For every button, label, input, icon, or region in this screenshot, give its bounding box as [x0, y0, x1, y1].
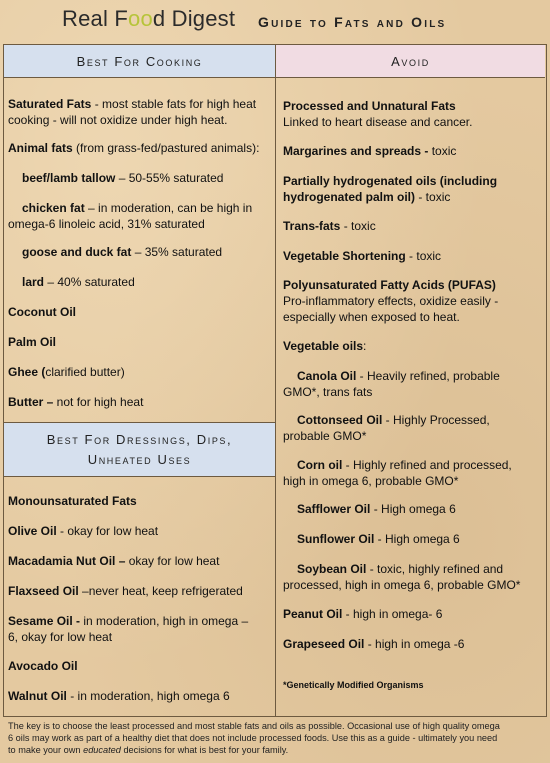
column-divider — [275, 44, 276, 716]
item-corn-oil: Corn oil - Highly refined and processed, — [297, 458, 512, 472]
item-butter: Butter – not for high heat — [8, 395, 144, 409]
item-canola-oil-cont: GMO*, trans fats — [283, 385, 373, 399]
item-pufas: Polyunsaturated Fatty Acids (PUFAS) Pro-inflammatory effects, oxidize easily - especially when exposed to heat. — [283, 278, 499, 324]
item-animal-fats: Animal fats (from grass-fed/pastured animals): — [8, 141, 260, 155]
item-safflower-oil: Safflower Oil - High omega 6 — [297, 502, 456, 516]
item-peanut-oil: Peanut Oil - high in omega- 6 — [283, 607, 443, 621]
item-cottonseed-oil: Cottonseed Oil - Highly Processed, — [297, 413, 490, 427]
item-chicken-fat-cont: omega-6 linoleic acid, 31% saturated — [8, 217, 205, 231]
item-vegetable-shortening: Vegetable Shortening - toxic — [283, 249, 442, 263]
item-corn-oil-cont: high in omega 6, probable GMO* — [283, 474, 459, 488]
item-chicken-fat: chicken fat – in moderation, can be high in — [22, 201, 253, 215]
page-title: Guide to Fats and Oils — [258, 14, 447, 30]
section-header-dressings: Best For Dressings, Dips, Unheated Uses — [4, 422, 275, 477]
item-sunflower-oil: Sunflower Oil - High omega 6 — [297, 532, 460, 546]
item-beef-tallow: beef/lamb tallow – 50-55% saturated — [22, 171, 224, 185]
item-partially-hydrogenated: Partially hydrogenated oils (including hydrogenated palm oil) - toxic — [283, 174, 498, 204]
brand-logo: Real Food Digest — [62, 6, 236, 31]
section-header-avoid: Avoid — [276, 45, 545, 78]
footer-note: The key is to choose the least processed and most stable fats and oils as possible. Occasional use of high quality omega 6 oils may work as part of a healthy diet that does not include processed foods. Use this as a guide - ultimately you need to make your own educated decisions for what is best for your family. — [8, 721, 500, 755]
item-goose-duck-fat: goose and duck fat – 35% saturated — [22, 245, 223, 259]
item-grapeseed-oil: Grapeseed Oil - high in omega -6 — [283, 637, 465, 651]
item-trans-fats: Trans-fats - toxic — [283, 219, 376, 233]
item-canola-oil: Canola Oil - Heavily refined, probable — [297, 369, 500, 383]
item-processed-fats: Processed and Unnatural Fats Linked to heart disease and cancer. — [283, 99, 473, 129]
item-lard: lard – 40% saturated — [22, 275, 135, 289]
item-sesame-oil: Sesame Oil - in moderation, high in omega – 6, okay for low heat — [8, 614, 249, 644]
item-vegetable-oils: Vegetable oils: — [283, 339, 367, 353]
item-monounsaturated-fats: Monounsaturated Fats — [8, 494, 137, 508]
item-olive-oil: Olive Oil - okay for low heat — [8, 524, 159, 538]
item-saturated-fats: Saturated Fats - most stable fats for high heat cooking - will not oxidize under high heat. — [8, 97, 257, 127]
item-margarines: Margarines and spreads - toxic — [283, 144, 457, 158]
item-flaxseed-oil: Flaxseed Oil –never heat, keep refrigerated — [8, 584, 243, 598]
item-avocado-oil: Avocado Oil — [8, 659, 78, 673]
gmo-footnote: *Genetically Modified Organisms — [283, 680, 424, 690]
item-ghee: Ghee (clarified butter) — [8, 365, 125, 379]
item-soybean-oil-cont: processed, high in omega 6, probable GMO* — [283, 578, 521, 592]
page-header — [0, 0, 550, 46]
item-walnut-oil: Walnut Oil - in moderation, high omega 6 — [8, 689, 230, 703]
item-cottonseed-oil-cont: probable GMO* — [283, 429, 367, 443]
item-soybean-oil: Soybean Oil - toxic, highly refined and — [297, 562, 504, 576]
item-palm-oil: Palm Oil — [8, 335, 57, 349]
section-header-cooking: Best For Cooking — [4, 45, 275, 78]
item-coconut-oil: Coconut Oil — [8, 305, 76, 319]
item-macadamia-oil: Macadamia Nut Oil – okay for low heat — [8, 554, 220, 568]
